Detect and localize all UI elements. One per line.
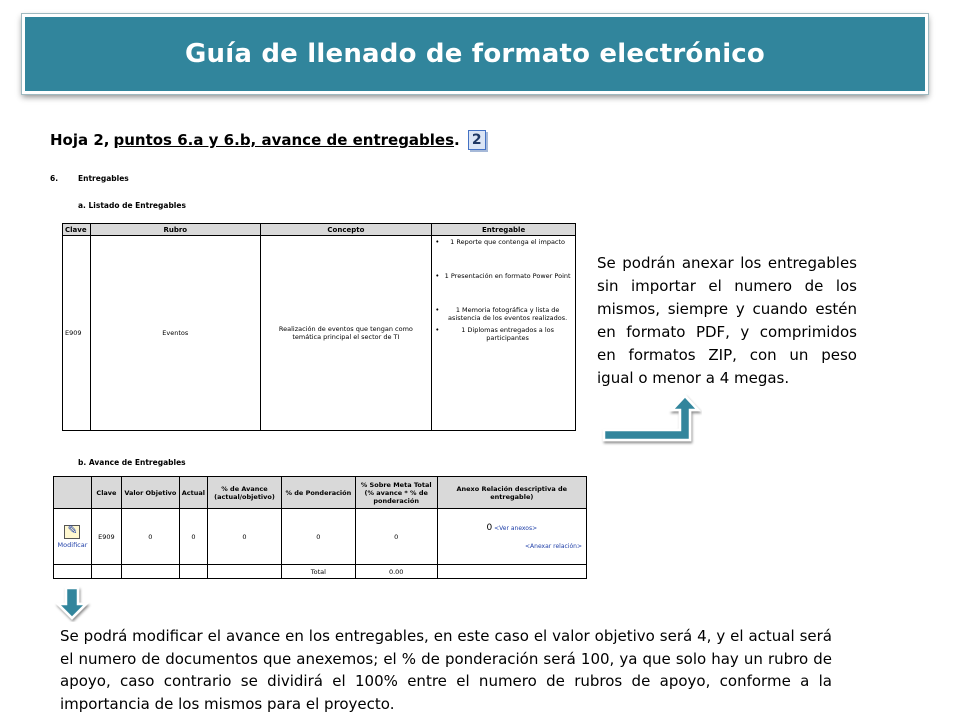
anexar-relacion-link[interactable]: <Anexar relación>	[525, 543, 582, 550]
sobre-meta-cell: 0	[355, 509, 437, 565]
column-header: % de Ponderación	[281, 477, 355, 509]
deliverables-list-table	[62, 223, 576, 431]
progress-title: b. Avance de Entregables	[78, 458, 186, 467]
valor-objetivo-cell[interactable]: 0	[121, 509, 179, 565]
ponderacion-cell[interactable]: 0	[281, 509, 355, 565]
page-title: Guía de llenado de formato electrónico	[185, 39, 765, 69]
column-header: % Sobre Meta Total (% avance * % de ponderación	[355, 477, 437, 509]
column-header	[54, 477, 92, 509]
column-header: Clave	[63, 224, 91, 236]
total-label: Total	[281, 565, 355, 579]
deliverables-progress-table	[53, 476, 587, 579]
modify-progress-note: Se podrá modificar el avance en los entregables, en este caso el valor objetivo será 4, y el actual será el numero de documentos que anexemos; el % de ponderación será 100, ya que solo hay un rubro de apoyo, caso contrario se dividirá el 100% entre el numero de rubros de apoyo, conforme a la importancia de los mismos para el proyecto.	[60, 627, 832, 713]
column-header: Anexo Relación descriptiva de entregable)	[437, 477, 586, 509]
subtitle	[50, 130, 486, 150]
column-header: Clave	[91, 477, 121, 509]
section-number: 6.	[50, 174, 59, 183]
subtitle-suffix: .	[454, 131, 460, 149]
list-item: • 1 Presentación en formato Power Point	[435, 272, 572, 280]
list-item: • 1 Memoria fotográfica y lista de asistencia de los eventos realizados.	[435, 306, 572, 322]
anexo-count: 0	[486, 523, 493, 533]
clave-cell: E909	[63, 236, 91, 431]
modify-cell[interactable]	[54, 509, 92, 565]
table-row	[54, 565, 587, 579]
section-title: Entregables	[78, 174, 129, 183]
table-header-row	[63, 224, 576, 236]
column-header: % de Avance (actual/objetivo)	[208, 477, 282, 509]
title-banner	[22, 14, 928, 94]
list-item: • 1 Reporte que contenga el impacto	[435, 238, 572, 246]
clave-cell: E909	[91, 509, 121, 565]
form-screenshot	[50, 168, 590, 608]
column-header: Actual	[179, 477, 207, 509]
list-item: • 1 Diplomas entregados a los participantes	[435, 326, 572, 342]
modify-pencil-icon[interactable]	[64, 525, 80, 539]
corner-up-arrow-icon	[598, 392, 702, 450]
sheet-number-badge[interactable]: 2	[468, 130, 486, 150]
down-arrow-icon	[52, 586, 92, 622]
table-row	[63, 236, 576, 431]
subtitle-underlined: puntos 6.a y 6.b, avance de entregables	[113, 131, 455, 149]
list-title: a. Listado de Entregables	[78, 201, 186, 210]
column-header: Rubro	[90, 224, 260, 236]
entregable-cell	[432, 236, 576, 431]
table-row	[54, 509, 587, 565]
column-header: Valor Objetivo	[121, 477, 179, 509]
column-header: Entregable	[432, 224, 576, 236]
rubro-cell: Eventos	[90, 236, 260, 431]
actual-cell[interactable]: 0	[179, 509, 207, 565]
subtitle-prefix: Hoja 2,	[50, 131, 110, 149]
avance-cell: 0	[208, 509, 282, 565]
anexo-cell	[437, 509, 586, 565]
concepto-cell: Realización de eventos que tengan como temática principal el sector de TI	[260, 236, 432, 431]
column-header: Concepto	[260, 224, 432, 236]
total-value: 0.00	[355, 565, 437, 579]
table-header-row	[54, 477, 587, 509]
attachments-note: Se podrán anexar los entregables sin importar el numero de los mismos, siempre y cuando estén en formato PDF, y comprimidos en formatos ZIP, con un peso igual o menor a 4 megas.	[597, 254, 857, 387]
ver-anexos-link[interactable]: <Ver anexos>	[494, 525, 538, 532]
modify-link[interactable]: Modificar	[57, 540, 88, 549]
